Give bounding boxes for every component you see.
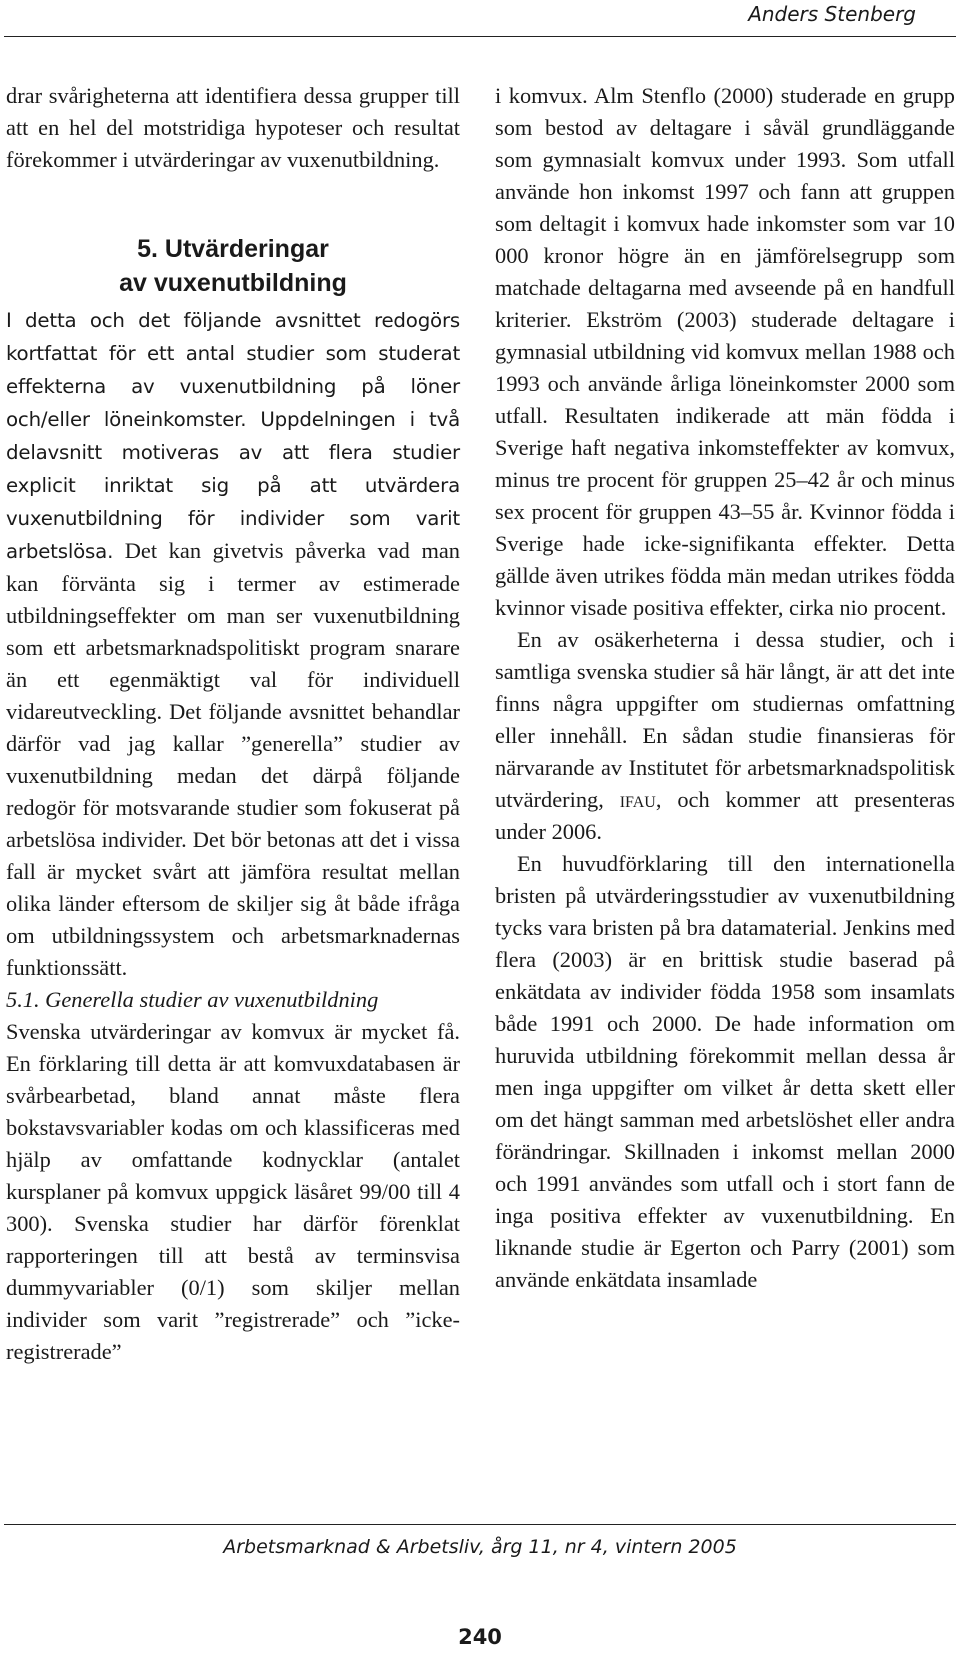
section-heading-line2: av vuxenutbildning	[119, 269, 347, 297]
header-author: Anders Stenberg	[748, 2, 916, 26]
right-paragraph-2-end: , och kommer att presenteras under 2006.	[495, 787, 955, 844]
footer-journal: Arbetsmarknad & Arbetsliv, årg 11, nr 4, vintern 2005	[223, 1536, 737, 1558]
section-heading	[6, 232, 460, 300]
section-body	[6, 304, 460, 984]
page-number: 240	[458, 1625, 502, 1649]
footer-rule	[4, 1524, 956, 1525]
section-body-serif: Det kan givetvis påverka vad man kan förvänta sig i termer av estimerade utbildningseffekter om man ser vuxenutbildning som ett arbetsmarknadspolitiskt program snarare än ett egenmäktigt val för individuell vidareutveckling. Det följande avsnittet behandlar därför vad jag kallar ”generella” studier av vuxenutbildning medan det därpå följande redogör för motsvarande studier som fokuserat på arbetslösa individer. Det bör betonas att det i vissa fall är mycket svårt att jämföra resultat mellan olika länder eftersom de skiljer sig åt både ifråga om utbildningssystem och arbetsmarknadernas funktionssätt.	[6, 538, 460, 980]
section-heading-line1: 5. Utvärderingar	[137, 235, 329, 263]
subsection-heading: 5.1. Generella studier av vuxenutbildning	[6, 987, 379, 1012]
header-rule	[4, 36, 956, 37]
ifau-abbreviation: ifau	[619, 787, 656, 812]
right-paragraph-3: En huvudförklaring till den internationella bristen på utvärderingsstudier av vuxenutbildning tycks vara bristen på bra datamaterial. Jenkins med flera (2003) är en brittisk studie baserad på enkätdata av individer födda 1958 som insamlats både 1991 och 2000. De hade information om huruvida utbildning förekommit mellan dessa år men inga uppgifter om vilket år detta skett eller om det hängt samman med arbetslöshet eller andra förändringar. Skillnaden i inkomst mellan 2000 och 1991 användes som utfall och i stort fann de inga positiva effekter av vuxenutbildning. En liknande studie är Egerton och Parry (2001) som använde enkätdata insamlade	[495, 851, 955, 1292]
right-paragraph-2	[495, 624, 955, 848]
right-paragraph-2-text: En av osäkerheterna i dessa studier, och i samtliga svenska studier så här långt, är att det inte finns några uppgifter om studiernas omfattning eller innehåll. En sådan studie finansieras för närvarande av Institutet för arbetsmarknadspolitisk utvärdering,	[495, 627, 955, 812]
intro-paragraph: drar svårigheterna att identifiera dessa grupper till att en hel del motstridiga hypoteser och resultat förekommer i utvärderingar av vuxenutbildning.	[6, 83, 460, 172]
right-column	[495, 80, 955, 1296]
subsection-body: Svenska utvärderingar av komvux är mycket få. En förklaring till detta är att komvuxdatabasen är svårbearbetad, bland annat måste flera bokstavsvariabler kodas om och klassificeras med hjälp av omfattande kodnycklar (antalet kursplaner på komvux uppgick läsåret 99/00 till 4 300). Svenska studier har därför förenklat rapporteringen till att bestå av terminsvisa dummyvariabler (0/1) som skiljer mellan individer som varit ”registrerade” och ”icke-registrerade”	[6, 1019, 460, 1364]
right-paragraph-1: i komvux. Alm Stenflo (2000) studerade en grupp som bestod av deltagare i såväl grundläggande som gymnasialt komvux under 1993. Som utfall använde hon inkomst 1997 och fann att gruppen som deltagit i komvux hade inkomster som var 10 000 kronor högre än en jämförelsegrupp som matchade deltagarna med avseende på en handfull kriterier. Ekström (2003) studerade deltagare i gymnasial utbildning vid komvux mellan 1988 och 1993 och använde årliga löneinkomster 2000 som utfall. Resultaten indikerade att män födda i Sverige haft negativa inkomsteffekter av komvux, minus tre procent för gruppen 25–42 år och minus sex procent för gruppen 43–55 år. Kvinnor födda i Sverige hade icke-signifikanta effekter. Detta gällde även utrikes födda män medan utrikes födda kvinnor visade positiva effekter, cirka nio procent.	[495, 83, 955, 620]
left-column	[6, 80, 460, 1368]
section-body-sans: I detta och det följande avsnittet redogörs kortfattat för ett antal studier som studerat effekterna av vuxenutbildning på löner och/eller löneinkomster. Uppdelningen i två delavsnitt motiveras av att flera studier explicit inriktat sig på att utvärdera vuxenutbildning för individer som varit arbetslösa.	[6, 309, 460, 563]
running-header	[0, 0, 960, 40]
